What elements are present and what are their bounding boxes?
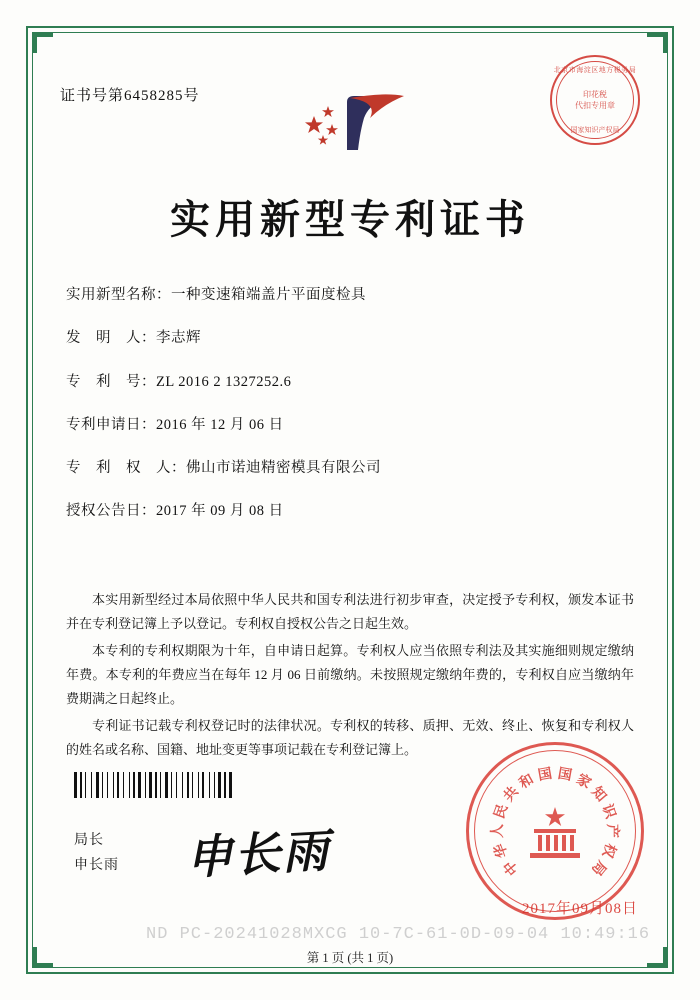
field-row-utility-model-name [66,285,636,305]
field-value-inventor: 李志辉 [156,330,201,347]
tax-stamp-arc-text: 北京市海淀区地方税务局 [553,66,637,74]
border-corner-top-left [32,32,53,53]
field-value-patentee: 佛山市诺迪精密模具有限公司 [186,460,381,477]
tax-stamp-mid-line1: 印花税 [583,90,607,99]
field-label-grant-date: 授权公告日： [66,503,156,520]
certificate-fields [66,285,636,545]
field-label-patent-number: 专 利 号： [66,373,156,390]
border-corner-top-right [647,32,668,53]
national-seal-arc-text: 中 华 人 民 共 和 国 国 家 知 识 产 权 局 [491,766,619,878]
national-ip-office-seal [466,742,644,920]
field-row-inventor [66,328,636,348]
field-value-utility-model-name: 一种变速箱端盖片平面度检具 [171,287,366,303]
patent-office-logo-icon [292,88,412,160]
certificate-number: 证书号第6458285号 [60,88,200,104]
certificate-body-text [66,588,634,765]
field-label-inventor: 发 明 人： [66,330,156,347]
field-label-application-date: 专利申请日： [66,416,156,433]
tax-stamp-bottom-text: 国家知识产权局 [570,126,620,134]
field-row-application-date [66,415,636,435]
seal-stamp-date: 2017年09月08日 [521,901,638,917]
page-footer: 第 1 页 (共 1 页) [306,951,394,965]
field-row-grant-date [66,501,636,521]
tax-stamp-seal [550,55,640,145]
field-label-utility-model-name: 实用新型名称： [66,287,171,303]
director-block [74,828,119,878]
field-row-patent-number [66,372,636,392]
director-name: 申长雨 [74,858,119,874]
director-label: 局长 [74,833,104,848]
tax-stamp-mid-line2: 代扣专用章 [575,100,615,110]
scan-watermark: ND PC-20241028MXCG 10-7C-61-0D-09-04 10:49:16 [146,925,651,944]
field-label-patentee: 专 利 权 人： [66,460,186,477]
body-paragraph-2: 本专利的专利权期限为十年，自申请日起算。专利权人应当依照专利法及其实施细则规定缴纳年费。本专利的年费应当在每年 12 月 06 日前缴纳。未按照规定缴纳年费的，专利权自应当缴纳年费期满之日起终止。 [66,643,634,707]
field-value-application-date: 2016 年 12 月 06 日 [156,416,284,433]
director-signature: 申长雨 [184,825,332,884]
field-value-grant-date: 2017 年 09 月 08 日 [156,503,284,520]
field-value-patent-number: ZL 2016 2 1327252.6 [156,373,292,390]
body-paragraph-3: 专利证书记载专利权登记时的法律状况。专利权的转移、质押、无效、终止、恢复和专利权人的姓名或名称、国籍、地址变更等事项记载在专利登记簿上。 [66,718,634,758]
page-title: 实用新型专利证书 [170,197,530,242]
tax-stamp-mid-text [552,90,638,112]
national-emblem-icon [522,805,588,863]
field-row-patentee [66,458,636,478]
barcode [74,772,264,798]
body-paragraph-1: 本实用新型经过本局依照中华人民共和国专利法进行初步审查，决定授予专利权，颁发本证书并在专利登记簿上予以登记。专利权自授权公告之日起生效。 [66,592,634,632]
